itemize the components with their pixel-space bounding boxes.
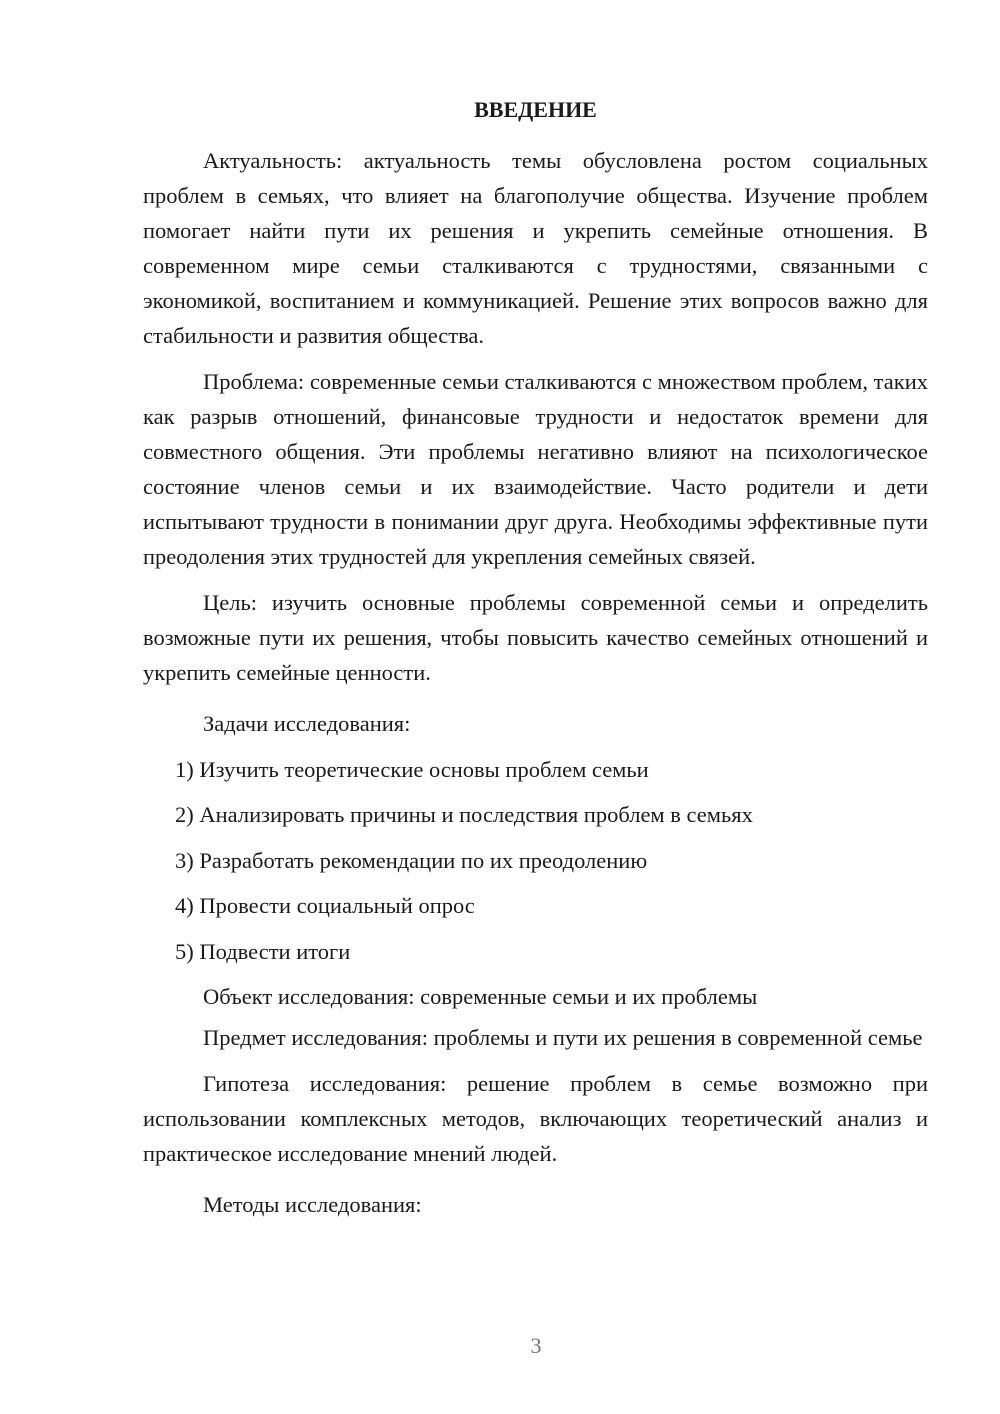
methods-heading: Методы исследования: [203,1191,422,1217]
page-number: 3 [530,1333,542,1358]
task-item: 4) Провести социальный опрос [175,893,475,918]
document-page [143,90,928,1227]
tasks-heading: Задачи исследования: [203,711,411,736]
hypothesis-paragraph: Гипотеза исследования: решение проблем в семье возможно при использовании комплексных методов, включающих теоретический анализ и практическое исследование мнений людей. [143,1070,928,1166]
subject-paragraph: Предмет исследования: проблемы и пути их решения в современной семье [203,1024,923,1050]
task-item: 3) Разработать рекомендации по их преодолению [175,847,648,873]
problem-paragraph: Проблема: современные семьи сталкиваются с множеством проблем, таких как разрыв отношений, финансовые трудности и недостаток времени для совместного общения. Эти проблемы негативно влияют на психологическое состояние членов семьи и их взаимодействие. Часто родители и дети испытывают трудности в понимании друг друга. Необходимы эффективные пути преодоления этих трудностей для укрепления семейных связей. [143,369,928,569]
goal-paragraph: Цель: изучить основные проблемы современной семьи и определить возможные пути их решения, чтобы повысить качество семейных отношений и укрепить семейные ценности. [143,590,928,685]
task-item: 1) Изучить теоретические основы проблем семьи [175,756,649,782]
task-item: 5) Подвести итоги [175,938,351,964]
section-title: ВВЕДЕНИЕ [474,97,597,122]
tasks-list [143,747,928,975]
task-item: 2) Анализировать причины и последствия проблем в семьях [175,802,753,827]
object-line: Объект исследования: современные семьи и их проблемы [203,984,758,1009]
relevance-paragraph: Актуальность: актуальность темы обусловлена ростом социальных проблем в семьях, что влияет на благополучие общества. Изучение проблем помогает найти пути их решения и укрепить семейные отношения. В современном мире семьи сталкиваются с трудностями, связанными с экономикой, воспитанием и коммуникацией. Решение этих вопросов важно для стабильности и развития общества. [143,148,928,348]
